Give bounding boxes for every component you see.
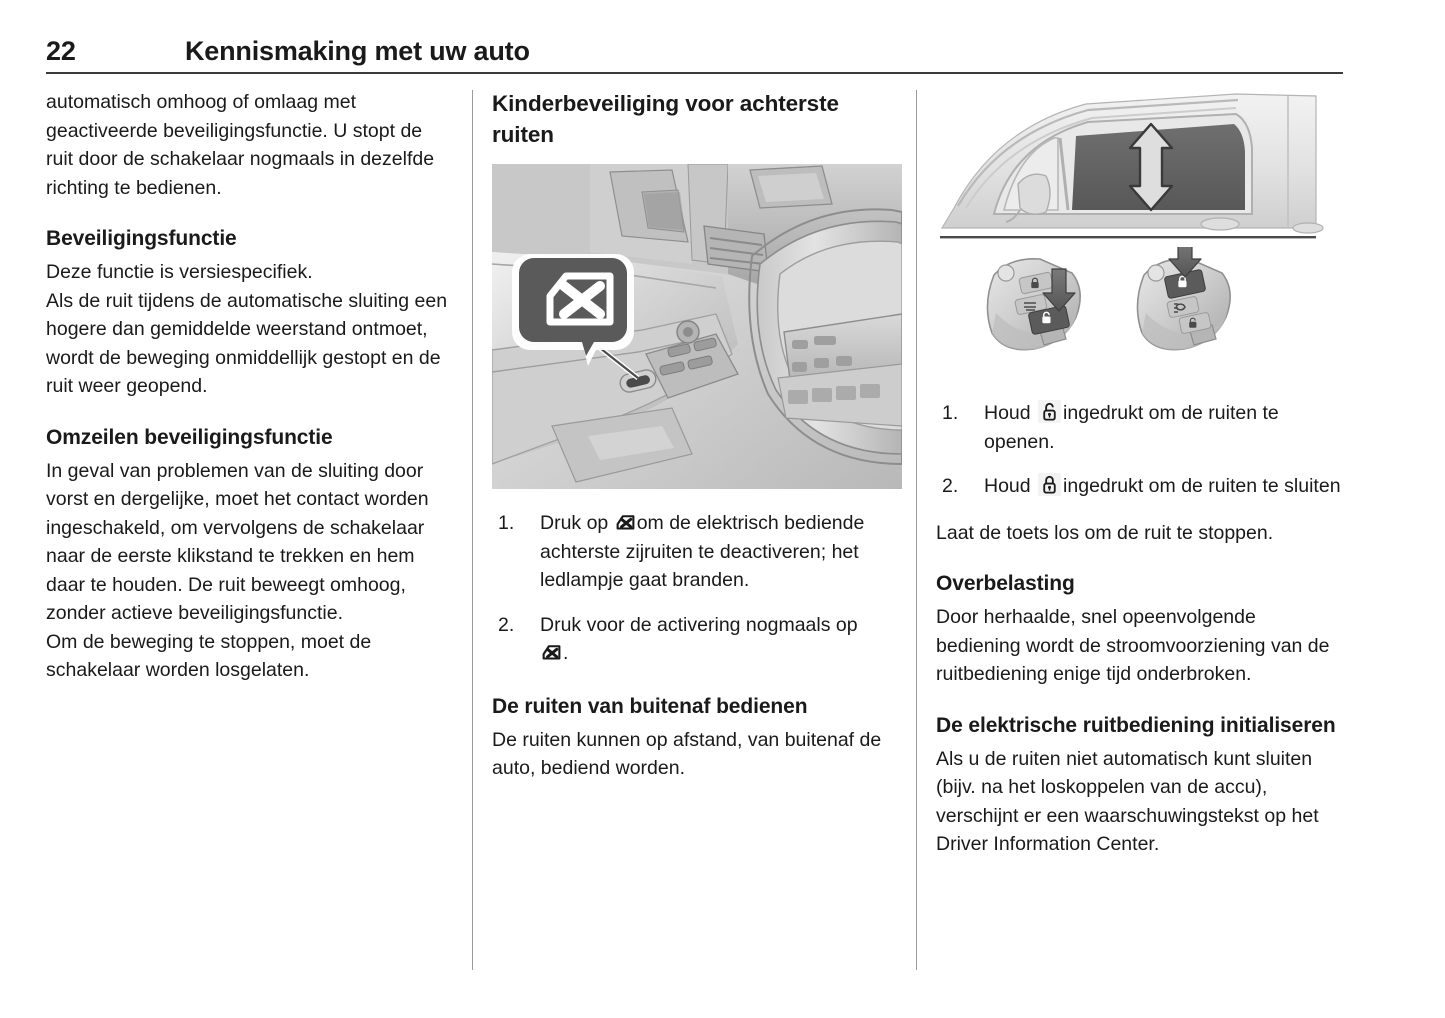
page-title: Kennismaking met uw auto [185, 36, 530, 66]
rear-window-disable-callout [512, 254, 634, 366]
list-item [492, 509, 904, 595]
paragraph-stroomvoorziening: Door herhaalde, snel opeenvolgende bediening wordt de stroomvoorziening van de ruitbediening enige tijd onderbroken. [936, 606, 1330, 685]
list-number: 2. [498, 613, 515, 636]
paragraph-toets-loslaten: Laat de toets los om de ruit te stoppen. [936, 521, 1274, 544]
list-text-after: . [563, 642, 569, 664]
key-fobs-drawing [936, 247, 1342, 375]
child-lock-steps [492, 509, 904, 668]
list-item [936, 399, 1342, 456]
list-text-after: ingedrukt om de ruiten te sluiten [1063, 475, 1341, 497]
list-item [492, 611, 904, 668]
list-item [936, 472, 1342, 501]
heading-ruiten-buitenaf: De ruiten van buitenaf bedienen [492, 694, 808, 718]
list-text-before: Houd [984, 475, 1031, 497]
list-number: 2. [942, 475, 959, 497]
car-door-panel-illustration [492, 164, 902, 489]
list-text-before: Druk voor de activering nogmaals op [540, 613, 858, 636]
paragraph-versiespecifiek: Deze functie is versiespecifiek. [46, 261, 313, 283]
paragraph-losgelaten: Om de beweging te stoppen, moet de schakelaar worden losgelaten. [46, 630, 372, 681]
heading-kinderbeveiliging: Kinderbeveiliging voor achterste ruiten [492, 91, 839, 147]
list-number: 1. [942, 402, 959, 424]
list-text-before: Houd [984, 402, 1031, 424]
column-one [46, 88, 450, 685]
rear-window-disable-icon [615, 511, 636, 532]
column-divider-left [472, 90, 473, 970]
paragraph-driver-information-center: Als u de ruiten niet automatisch kunt sluiten (bijv. na het loskoppelen van de accu), verschijnt er een waarschuwingstekst op het Driver Information Center. [936, 747, 1319, 855]
list-text-after: ingedrukt om de ruiten te openen. [984, 402, 1279, 453]
remote-window-steps [936, 399, 1342, 501]
key-fob-right [1137, 247, 1230, 350]
heading-beveiligingsfunctie: Beveiligingsfunctie [46, 227, 237, 250]
key-fob-left [987, 259, 1080, 350]
paragraph-weerstand: Als de ruit tijdens de automatische sluiting een hogere dan gemiddelde weerstand ontmoet, wordt de beweging onmiddellijk gestopt en de ruit weer geopend. [46, 289, 448, 397]
car-interior-drawing [492, 164, 902, 489]
lock-icon [1038, 473, 1061, 496]
page-header [46, 36, 1342, 72]
page-number: 22 [46, 36, 76, 66]
rear-window-disable-icon [541, 641, 562, 662]
column-three [936, 88, 1342, 859]
column-divider-right [916, 90, 917, 970]
intro-paragraph: automatisch omhoog of omlaag met geactiveerde beveiligingsfunctie. U stopt de ruit door de schakelaar nogmaals in dezelfde richting te bedienen. [46, 91, 435, 199]
side-window-drawing [936, 88, 1342, 243]
paragraph-vorst: In geval van problemen van de sluiting door vorst en dergelijke, moet het contact worden ingeschakeld, om vervolgens de schakelaar naar de eerste klikstand te trekken en hem daar te houden. De ruit beweegt omhoog, zonder actieve beveiligingsfunctie. [46, 459, 429, 624]
list-text-before: Druk op [540, 512, 609, 534]
heading-omzeilen-beveiligingsfunctie: Omzeilen beveiligingsfunctie [46, 425, 333, 449]
key-fob-illustration [936, 247, 1342, 375]
paragraph-afstand-bediening: De ruiten kunnen op afstand, van buitenaf de auto, bediend worden. [492, 728, 882, 779]
car-side-window-illustration [936, 88, 1342, 243]
list-number: 1. [498, 512, 515, 534]
heading-overbelasting: Overbelasting [936, 572, 1075, 595]
heading-initialiseren: De elektrische ruitbediening initialiseren [936, 713, 1336, 737]
unlock-icon [1038, 400, 1061, 423]
column-two [492, 88, 904, 783]
header-divider [46, 72, 1343, 74]
list-text-after: om de elektrisch bediende achterste zijruiten te deactiveren; het ledlampje gaat branden. [540, 512, 865, 591]
